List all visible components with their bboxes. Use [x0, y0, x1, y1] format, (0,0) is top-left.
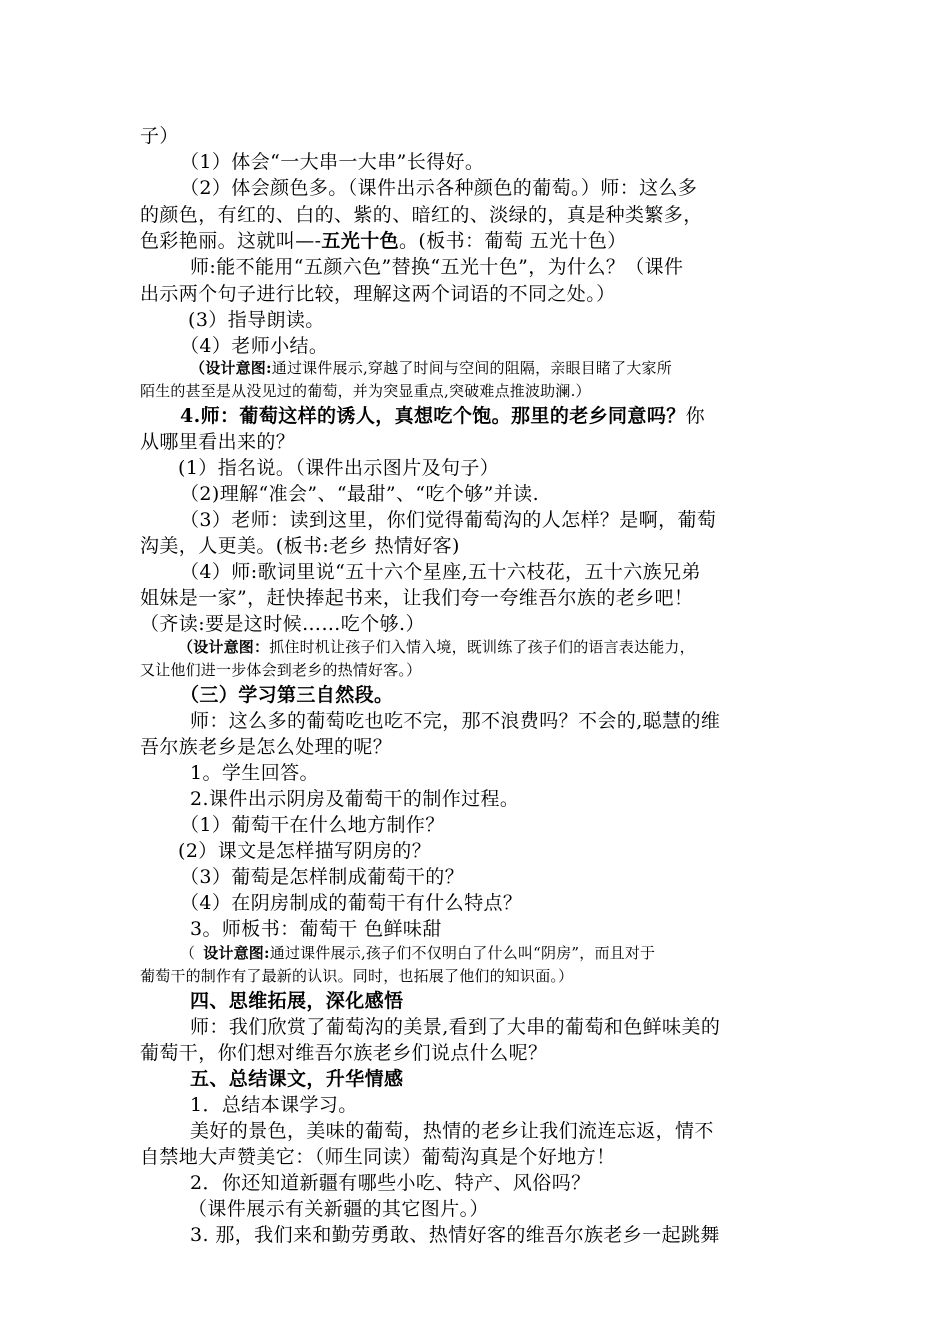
- design-intent-label: 设计意图:: [203, 944, 270, 962]
- design-intent-label: （设计意图:: [190, 359, 272, 377]
- text-line: 沟美，人更美。(板书:老乡 热情好客): [140, 535, 460, 557]
- text-line: 从哪里看出来的？: [140, 431, 296, 453]
- text-line: 美好的景色，美味的葡萄，热情的老乡让我们流连忘返，情不: [190, 1120, 714, 1142]
- text-line: (3）指导朗读。: [188, 309, 325, 331]
- text-run: 。(板书：葡萄 五光十色）: [399, 230, 627, 252]
- text-line: （4）师:歌词里说“五十六个星座,五十六枝花，五十六族兄弟: [180, 561, 701, 583]
- text-line: 3。师板书：葡萄干 色鲜味甜: [190, 918, 442, 940]
- section-heading: （三）学习第三自然段。: [180, 684, 394, 706]
- text-line: 葡萄干，你们想对维吾尔族老乡们说点什么呢？: [140, 1042, 548, 1064]
- text-line: 2．你还知道新疆有哪些小吃、特产、风俗吗？: [190, 1172, 591, 1194]
- text-line: （课件展示有关新疆的其它图片。）: [188, 1198, 489, 1220]
- design-intent-note: 陌生的甚至是从没见过的葡萄，并为突显重点,突破难点推波助澜.）: [140, 382, 591, 400]
- text-run: 色彩艳丽。这就叫—-: [140, 230, 322, 252]
- text-line: 师:能不能用“五颜六色”替换“五光十色”，为什么？（课件: [190, 256, 684, 278]
- text-run: （: [180, 944, 196, 962]
- design-intent-note: [178, 637, 695, 657]
- text-line: 3. 那，我们来和勤劳勇敢、热情好客的维吾尔族老乡一起跳舞: [190, 1224, 720, 1246]
- text-line: (1）指名说。（课件出示图片及句子）: [178, 457, 500, 479]
- text-line: （1）葡萄干在什么地方制作？: [180, 814, 445, 836]
- design-intent-note: 葡萄干的制作有了最新的认识。同时，也拓展了他们的知识面。）: [140, 967, 574, 985]
- design-intent-label: （设计意图：: [178, 638, 270, 656]
- text-run: 抓住时机让孩子们入情入境，既训练了孩子们的语言表达能力，: [269, 638, 695, 656]
- text-line: （2)理解“准会”、“最甜”、“吃个够”并读.: [180, 483, 540, 505]
- text-line: 自禁地大声赞美它：（师生同读）葡萄沟真是个好地方！: [140, 1146, 616, 1168]
- text-line: 师：我们欣赏了葡萄沟的美景,看到了大串的葡萄和色鲜味美的: [190, 1016, 721, 1038]
- text-line: 的颜色，有红的、白的、紫的、暗红的、淡绿的，真是种类繁多，: [140, 204, 703, 226]
- text-run: 你: [685, 405, 706, 427]
- text-line: （3）葡萄是怎样制成葡萄干的？: [180, 866, 465, 888]
- section-heading: 四、思维拓展，深化感悟: [190, 990, 404, 1012]
- text-line: 1。学生回答。: [190, 762, 319, 784]
- bold-term: 五光十色: [321, 230, 400, 252]
- text-line: 1．总结本课学习。: [190, 1094, 358, 1116]
- text-run: 通过课件展示,穿越了时间与空间的阻隔，亲眼目睹了大家所: [271, 359, 672, 377]
- text-line: （1）体会“一大串一大串”长得好。: [180, 151, 485, 173]
- design-intent-note: 又让他们进一步体会到老乡的热情好客。）: [140, 661, 422, 679]
- text-run: 通过课件展示,孩子们不仅明白了什么叫“阴房”，而且对于: [269, 944, 656, 962]
- text-line: 2.课件出示阴房及葡萄干的制作过程。: [190, 788, 520, 810]
- text-line: 师：这么多的葡萄吃也吃不完，那不浪费吗？不会的,聪慧的维: [190, 710, 721, 732]
- text-line: 出示两个句子进行比较，理解这两个词语的不同之处。）: [140, 283, 616, 305]
- text-line: [140, 229, 627, 253]
- text-line: （2）体会颜色多。（课件出示各种颜色的葡萄。）师：这么多: [180, 177, 698, 199]
- text-line: （4）在阴房制成的葡萄干有什么特点？: [180, 892, 523, 914]
- text-line: (2）课文是怎样描写阴房的？: [178, 840, 432, 862]
- text-line: 吾尔族老乡是怎么处理的呢？: [140, 736, 393, 758]
- bold-heading: 4.师：葡萄这样的诱人，真想吃个饱。那里的老乡同意吗？: [180, 405, 686, 427]
- design-intent-note: [190, 358, 672, 378]
- text-line: （4）老师小结。: [180, 335, 329, 357]
- text-line: （3）老师：读到这里，你们觉得葡萄沟的人怎样？是啊，葡萄: [180, 509, 717, 531]
- design-intent-note: [180, 943, 655, 963]
- text-line: [180, 404, 705, 428]
- text-line: 姐妹是一家”，赶快捧起书来，让我们夸一夸维吾尔族的老乡吧！: [140, 587, 694, 609]
- section-heading: 五、总结课文，升华情感: [190, 1068, 404, 1090]
- text-line: （齐读:要是这时候……吃个够.）: [140, 613, 425, 635]
- text-line: 子）: [140, 125, 179, 147]
